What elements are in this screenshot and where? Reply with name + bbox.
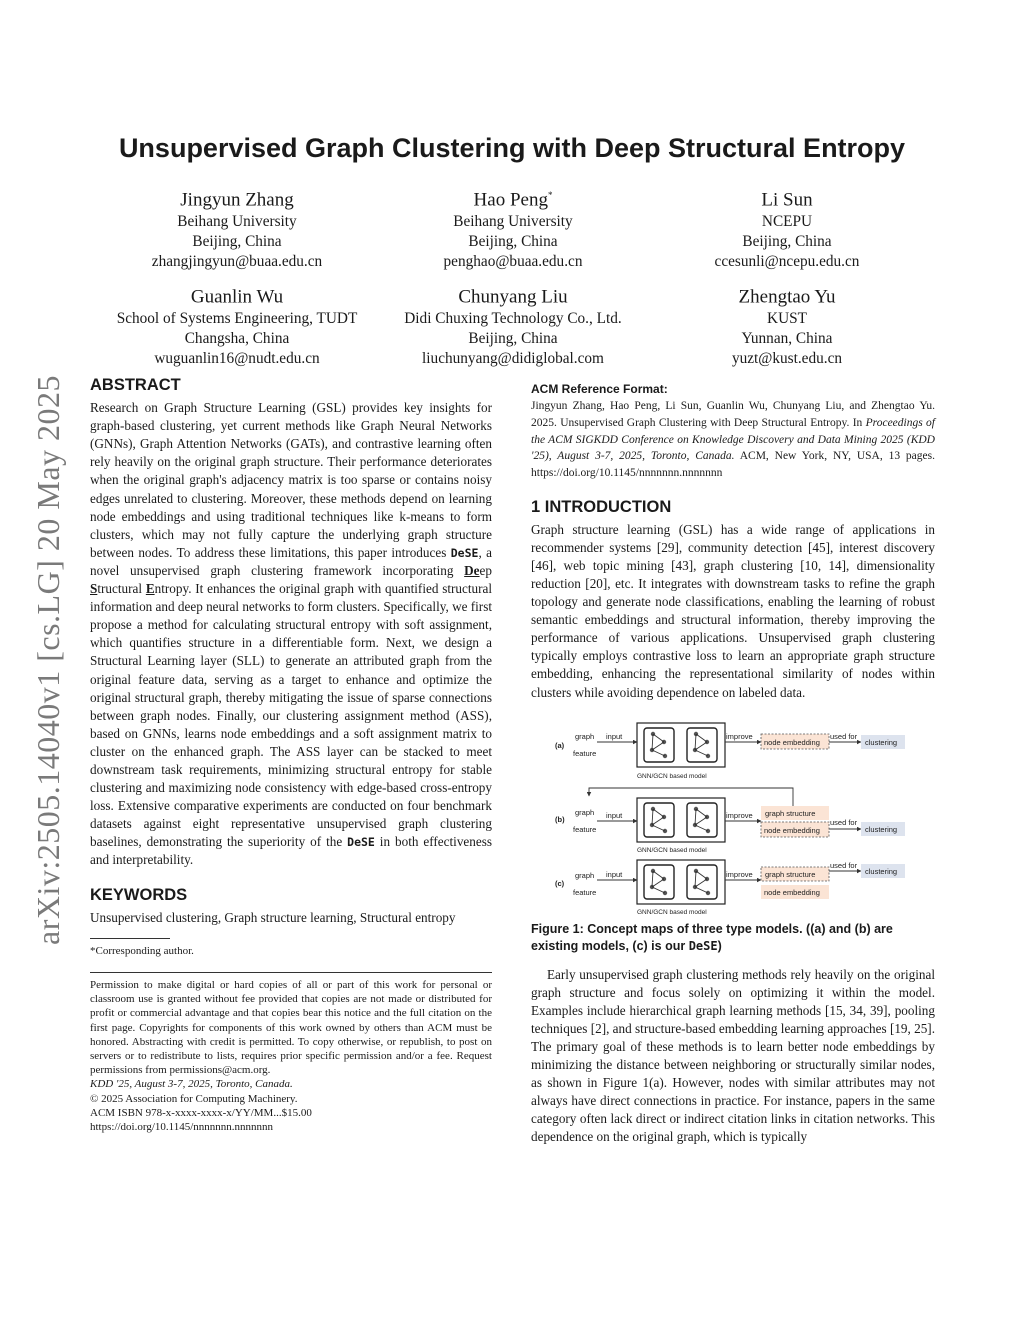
reference-format-text: Jingyun Zhang, Hao Peng, Li Sun, Guanlin Wu, Chunyang Liu, and Zhengtao Yu. 2025. Unsupervised Graph Clustering with Deep Structural Entropy. In Proceedings of the ACM SIGKDD Conference on Knowledge Discovery and Data Mining 2025 (KDD '25), August 3-7, 2025, Toronto, Canada. ACM, New York, NY, USA, 13 pages. https://doi.org/10.1145/nnnnnnn.nnnnnnn	[531, 400, 935, 479]
author-location: Beijing, China	[468, 330, 558, 348]
row-label-b: (b)	[555, 814, 565, 824]
used-for-label: used for	[830, 860, 858, 870]
improve-label: improve	[726, 869, 753, 879]
author-location: Beijing, China	[468, 233, 558, 251]
model-label: GNN/GCN based model	[637, 772, 707, 780]
right-column	[531, 380, 935, 1147]
used-for-label: used for	[830, 817, 858, 827]
author-block	[637, 183, 937, 272]
input-label: input	[606, 869, 623, 879]
author-name: Hao Peng	[473, 189, 548, 211]
arxiv-watermark: arXiv:2505.14040v1 [cs.LG] 20 May 2025	[30, 374, 66, 945]
author-email[interactable]: zhangjingyun@buaa.edu.cn	[151, 253, 323, 271]
permission-text: Permission to make digital or hard copies of all or part of this work for personal or classroom use is granted without fee provided that copies are not made or distributed for profit or commercial advantage and that copies bear this notice and the full citation on the first page. Copyrights for components of this work owned by others than ACM must be honored. Abstracting with credit is permitted. To copy otherwise, or republish, to post on servers or to redistribute to lists, requires prior specific permission and/or a fee. Request permissions from permissions@acm.org.	[90, 978, 492, 1077]
improve-label: improve	[726, 731, 753, 741]
doi-link[interactable]: https://doi.org/10.1145/nnnnnnn.nnnnnnn	[90, 1120, 274, 1133]
intro-paragraph-1: Graph structure learning (GSL) has a wide range of applications in recommender systems [29], community detection [45], interest discovery [46], web topic mining [43], graph clustering [10, 14], dimensionality reduction [20], etc. It integrates with downstream tasks to refine the graph topology and generate node classifications, enabling the learning of robust semantic embeddings and structural information, thereby improving the performance of various applications. Unsupervised graph clustering typically employs contrastive loss to learn an appropriate graph structure embedding, enhancing the representational similarity of nodes within clusters while avoiding dependence on labeled data.	[531, 521, 935, 700]
feature-label: feature	[573, 824, 597, 834]
corresponding-mark: *	[547, 190, 553, 200]
graph-label: graph	[575, 731, 595, 741]
graph-structure-label: graph structure	[765, 869, 816, 879]
model-label: GNN/GCN based model	[637, 846, 707, 854]
author-location: Yunnan, China	[741, 330, 833, 348]
method-name: DeSE	[347, 835, 375, 850]
keywords-text: Unsupervised clustering, Graph structure learning, Structural entropy	[90, 909, 456, 925]
row-label-c: (c)	[555, 878, 565, 888]
author-location: Beijing, China	[192, 233, 282, 251]
abstract-text: Research on Graph Structure Learning (GSL) provides key insights for graph-based clustering, yet current methods like Graph Neural Networks (GNNs), Graph Attention Networks (GATs), and contrastive learning often rely heavily on the original graph structure. Their performance deteriorates when the original graph's adjacency matrix is too sparse or contains noisy edges unrelated to clustering. Moreover, these methods depend on learning node embeddings and using traditional techniques like k-means to form clusters, which may not fully capture the underlying graph structure between nodes. To address these limitations, this paper introduces DeSE, a novel unsupervised graph clustering framework incorporating Deep Structural Entropy. It enhances the original graph with quantified structural information and deep neural networks to form clusters. Specifically, we first propose a method for calculating structural entropy with soft assignment, which quantifies structure in a differentiable form. Next, we design a Structural Learning layer (SLL) to generate an attributed graph from the original feature data, serving as a target to enhance and optimize the original structural graph, thereby mitigating the issue of sparse connections between graph nodes. Finally, our clustering assignment method (ASS), based on GNNs, learns node embeddings and a soft assignment matrix to cluster on the enhanced graph. The ASS layer can be stacked to meet downstream task requirements, minimizing structural entropy for stable clustering and maximizing node consistency with edge-based cross-entropy loss. Extensive comparative experiments are conducted on four benchmark datasets against eight representative unsupervised graph clustering baselines, demonstrating the superiority of the DeSE in both effectiveness and interpretability.	[90, 400, 493, 868]
author-email[interactable]: penghao@buaa.edu.cn	[443, 253, 583, 271]
method-name: DeSE	[450, 545, 479, 560]
author-name: Jingyun Zhang	[180, 189, 294, 211]
footnote-rule	[90, 938, 170, 939]
footnote: *Corresponding author.	[90, 944, 194, 957]
isbn: ACM ISBN 978-x-xxxx-xxxx-x/YY/MM...$15.00	[90, 1106, 312, 1119]
section-heading-introduction: 1 INTRODUCTION	[531, 497, 672, 516]
model-label: GNN/GCN based model	[637, 908, 707, 915]
venue: KDD '25, August 3-7, 2025, Toronto, Canada.	[90, 1078, 293, 1091]
graph-label: graph	[575, 807, 595, 817]
author-name: Guanlin Wu	[190, 286, 284, 308]
feature-label: feature	[573, 887, 597, 897]
author-email[interactable]: ccesunli@ncepu.edu.cn	[714, 253, 860, 271]
author-affiliation: Beihang University	[177, 213, 297, 231]
clustering-label: clustering	[865, 737, 898, 747]
author-email[interactable]: liuchunyang@didiglobal.com	[422, 350, 604, 368]
author-affiliation: NCEPU	[761, 213, 813, 231]
author-affiliation: School of Systems Engineering, TUDT	[116, 310, 358, 328]
node-embedding-label: node embedding	[764, 887, 820, 897]
author-block	[363, 183, 663, 272]
author-affiliation: Didi Chuxing Technology Co., Ltd.	[404, 310, 622, 328]
reference-format-heading: ACM Reference Format:	[531, 382, 668, 396]
author-block	[363, 280, 663, 369]
graph-label: graph	[575, 870, 595, 880]
author-email[interactable]: yuzt@kust.edu.cn	[731, 350, 843, 368]
author-block	[87, 183, 387, 272]
author-email[interactable]: wuguanlin16@nudt.edu.cn	[154, 350, 320, 368]
author-name: Li Sun	[761, 189, 813, 211]
input-label: input	[606, 731, 623, 741]
author-block	[637, 280, 937, 369]
intro-paragraph-2: Early unsupervised graph clustering methods rely heavily on the original graph structure and focus solely on optimizing it within the model. Examples include hierarchical graph learning methods [15, 34, 39], pooling techniques [2], and structure-based embedding learning approaches [19, 25]. The primary goal of these methods is to learn better node embeddings by minimizing the distance between neighboring or structurally similar nodes, as shown in Figure 1(a). However, nodes with similar attributes may not always have direct connections in practice. For instance, papers in the same category often lack direct or indirect citation links in citation networks. This dependence on the original graph, which is typically	[531, 966, 935, 1145]
author-affiliation: KUST	[767, 310, 807, 328]
permission-block	[90, 978, 492, 1134]
keywords-heading: KEYWORDS	[90, 885, 188, 904]
left-column	[90, 376, 492, 1134]
author-affiliation: Beihang University	[453, 213, 573, 231]
clustering-label: clustering	[865, 866, 898, 876]
figure-caption: Figure 1: Concept maps of three type models. ((a) and (b) are existing models, (c) is our DeSE)	[531, 921, 893, 954]
copyright: © 2025 Association for Computing Machinery.	[90, 1092, 298, 1105]
author-location: Beijing, China	[742, 233, 832, 251]
permission-rule	[90, 972, 492, 973]
author-name: Zhengtao Yu	[738, 286, 836, 308]
author-name: Chunyang Liu	[458, 286, 568, 308]
node-embedding-label: node embedding	[764, 825, 820, 835]
graph-structure-label: graph structure	[765, 808, 816, 818]
figure-row-b	[555, 788, 905, 854]
clustering-label: clustering	[865, 824, 898, 834]
used-for-label: used for	[830, 731, 858, 741]
feature-label: feature	[573, 748, 597, 758]
paper-title: Unsupervised Graph Clustering with Deep Structural Entropy	[118, 133, 906, 163]
author-block	[87, 280, 387, 369]
author-location: Changsha, China	[184, 330, 290, 348]
improve-label: improve	[726, 810, 753, 820]
abstract-heading: ABSTRACT	[90, 376, 181, 394]
node-embedding-label: node embedding	[764, 737, 820, 747]
figure-row-a	[555, 723, 905, 780]
row-label-a: (a)	[555, 740, 565, 750]
figure-row-c	[555, 860, 905, 915]
figure-1	[531, 720, 935, 915]
input-label: input	[606, 810, 623, 820]
